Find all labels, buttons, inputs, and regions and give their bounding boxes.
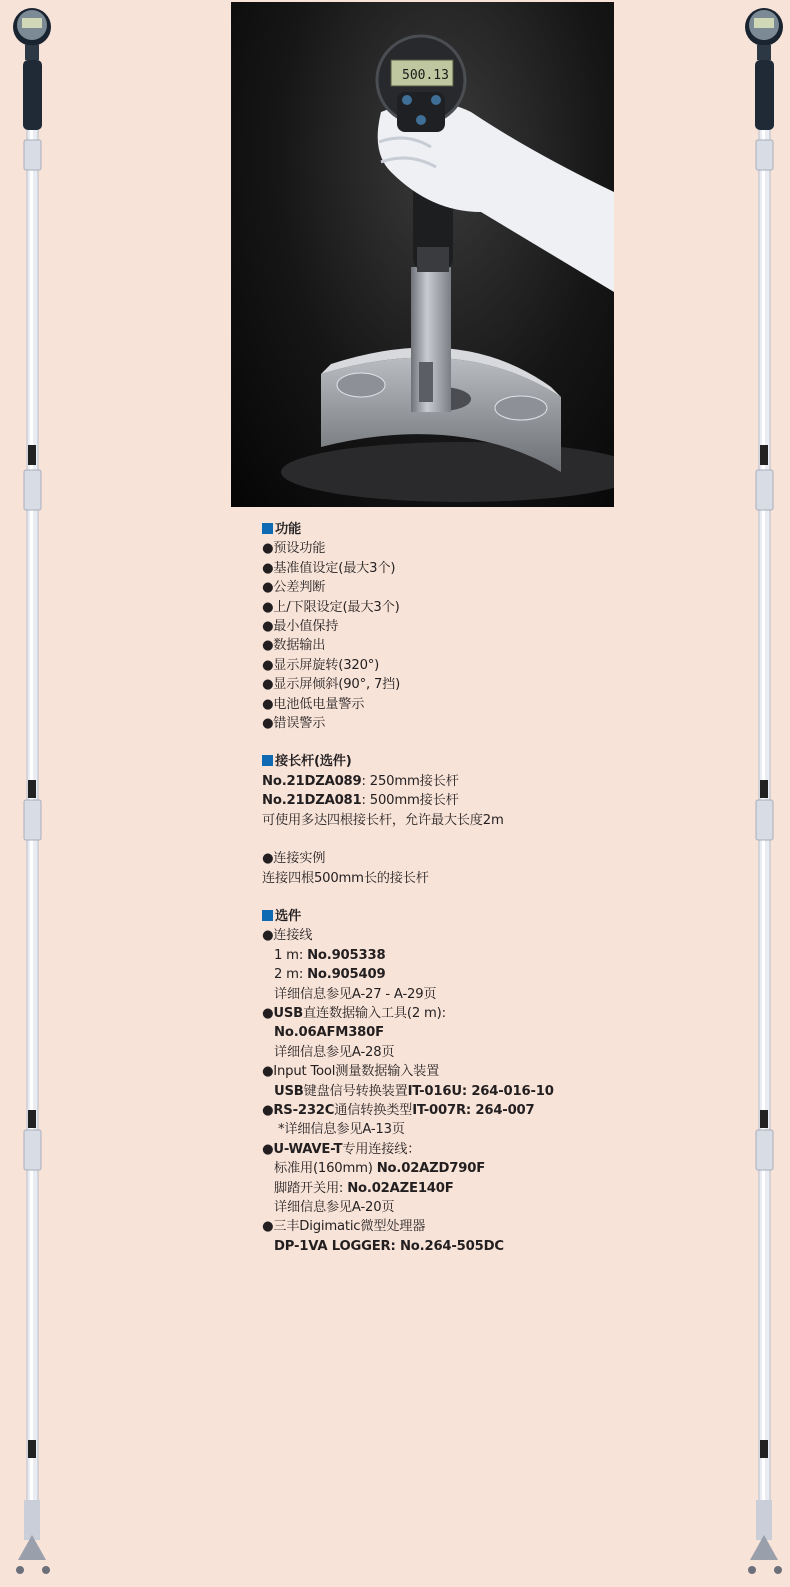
right-bore-gauge-image [742, 0, 786, 1587]
dp-processor-number: DP-1VA LOGGER: No.264-505DC [274, 1238, 504, 1254]
connection-example-title: ●连接实例 [262, 851, 326, 867]
function-item: ●错误警示 [262, 716, 326, 732]
blue-square-icon [262, 755, 273, 766]
extension-rod-250: No.21DZA089: 250mm接长杆 [262, 773, 459, 789]
connection-example-desc: 连接四根500mm长的接长杆 [262, 870, 429, 886]
it007r-reference: *详细信息参见A-13页 [278, 1122, 405, 1138]
usb-tool-reference: 详细信息参见A-28页 [274, 1044, 395, 1060]
function-item: ●电池低电量警示 [262, 696, 365, 712]
cable-1m: 1 m: No.905338 [274, 947, 386, 963]
uwave-footswitch: 脚踏开关用: No.02AZE140F [274, 1180, 454, 1196]
function-item: ●预设功能 [262, 541, 326, 557]
blue-square-icon [262, 910, 273, 921]
bore-gauge-photo-illustration [231, 2, 614, 507]
function-item: ●基准值设定(最大3个) [262, 560, 396, 576]
input-tool-title: ●Input Tool测量数据输入装置 [262, 1064, 440, 1080]
dial-display-reading: 500.13 [402, 68, 449, 83]
left-bore-gauge-image [10, 0, 54, 1587]
uwave-title: ●U-WAVE-T专用连接线： [262, 1141, 421, 1157]
blue-square-icon [262, 523, 273, 534]
cable-reference: 详细信息参见A-27 - A-29页 [274, 986, 437, 1002]
cable-2m: 2 m: No.905409 [274, 967, 386, 983]
product-photo [231, 2, 614, 507]
uwave-standard: 标准用(160mm) No.02AZD790F [274, 1161, 486, 1177]
options-heading: 选件 [262, 907, 622, 926]
cable-title: ●连接线 [262, 928, 313, 944]
extension-note: 可使用多达四根接长杆，允许最大长度2m [262, 812, 504, 828]
uwave-reference: 详细信息参见A-20页 [274, 1200, 395, 1215]
functions-heading: 功能 [262, 520, 622, 539]
extension-rod-500: No.21DZA081: 500mm接长杆 [262, 793, 459, 809]
dp-processor-title: ●三丰Digimatic微型处理器 [262, 1219, 426, 1235]
function-item: ●数据输出 [262, 638, 326, 654]
usb-tool-number: No.06AFM380F [274, 1025, 384, 1041]
function-item: ●最小值保持 [262, 619, 339, 635]
function-item: ●公差判断 [262, 580, 326, 596]
usb-tool-title: ●USB直连数据输入工具(2 m): [262, 1005, 446, 1021]
function-item: ●显示屏倾斜(90°, 7挡) [262, 677, 401, 693]
spec-content [262, 520, 622, 1256]
extension-heading: 接长杆(选件) [262, 752, 622, 771]
function-item: ●显示屏旋转(320°) [262, 657, 380, 673]
it016u-line: USB键盘信号转换装置IT-016U: 264-016-10 [274, 1083, 554, 1099]
function-item: ●上/下限设定(最大3个) [262, 599, 400, 615]
it007r-line: ●RS-232C通信转换类型IT-007R: 264-007 [262, 1102, 535, 1118]
